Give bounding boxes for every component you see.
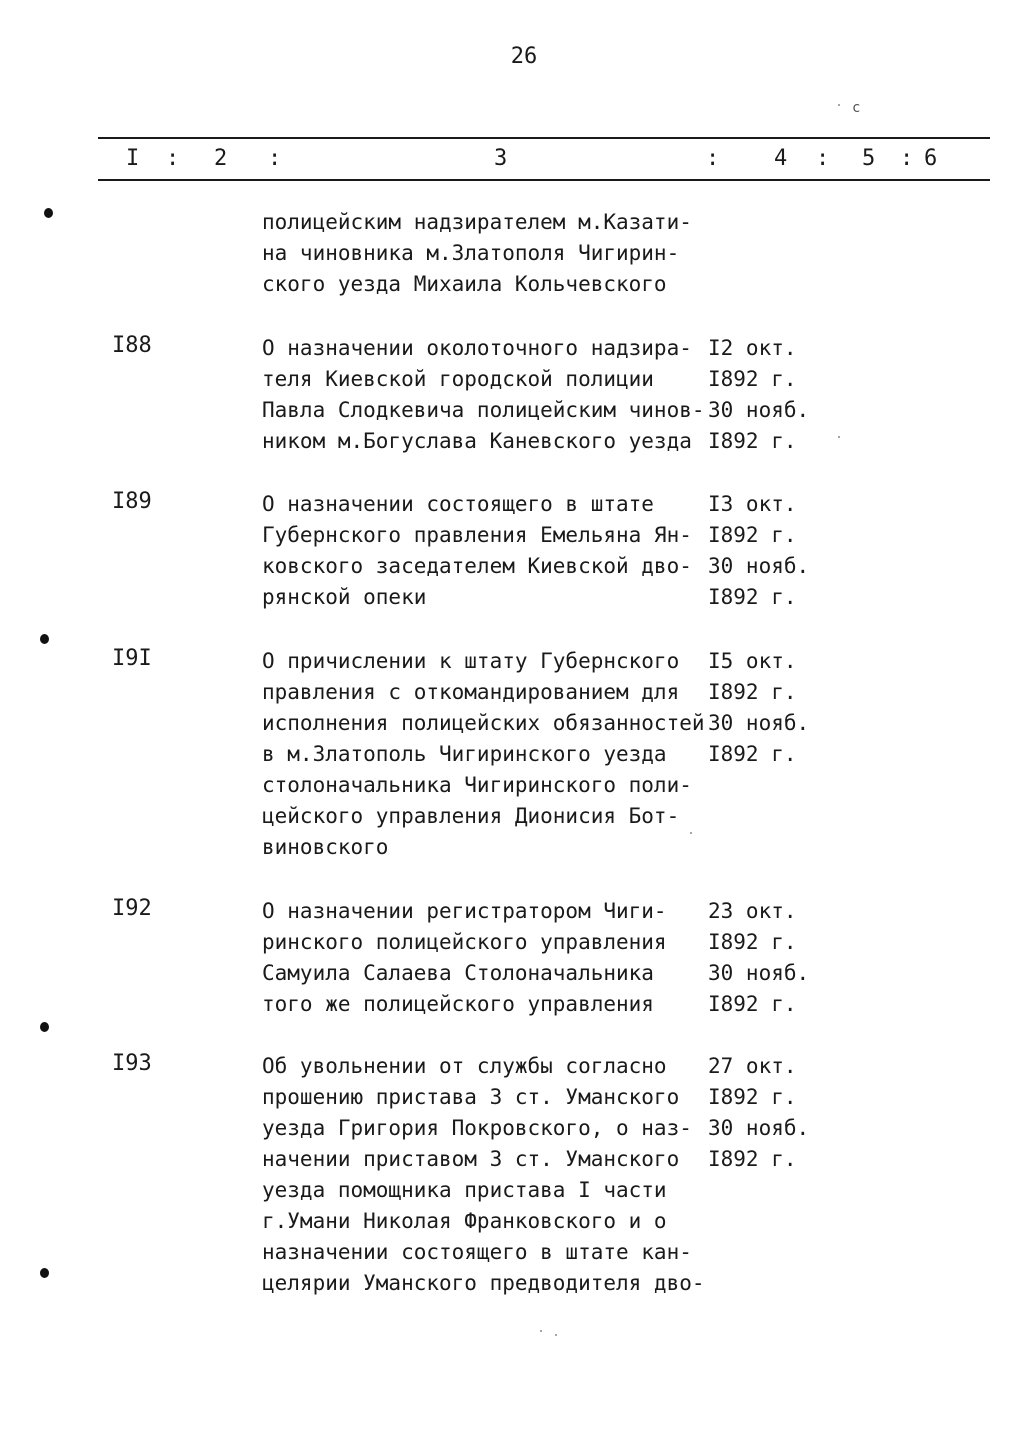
column-separator: : [706, 146, 720, 171]
column-separator: : [268, 146, 282, 171]
entry-date-line: I3 окт. [708, 492, 797, 516]
entry-description-line: О причислении к штату Губернского [262, 649, 680, 673]
entry-description-line: целярии Уманского предводителя дво- [262, 1271, 705, 1295]
entry-description-line: прошению пристава 3 ст. Уманского [262, 1085, 680, 1109]
entry-date-line: 30 нояб. [708, 1116, 810, 1140]
entry-date-line: I892 г. [708, 585, 797, 609]
header-bottom-rule [98, 179, 990, 181]
entry-description-line: теля Киевской городской полиции [262, 367, 654, 391]
entry-description-line: виновского [262, 835, 389, 859]
column-separator: : [816, 146, 830, 171]
column-header-2: 2 [214, 146, 228, 171]
column-header-4: 4 [774, 146, 788, 171]
column-header-3: 3 [494, 146, 508, 171]
entry-description-line: в м.Златополь Чигиринского уезда [262, 742, 667, 766]
entry-description-line: Самуила Салаева Столоначальника [262, 961, 654, 985]
entry-date-line: I892 г. [708, 930, 797, 954]
entry-description-line: Павла Слодкевича полицейским чинов- [262, 398, 705, 422]
entry-description-line: исполнения полицейских обязанностей [262, 711, 705, 735]
column-header-5: 5 [862, 146, 876, 171]
entry-description-line: ринского полицейского управления [262, 930, 667, 954]
entry-date-line: I5 окт. [708, 649, 797, 673]
scan-speck [838, 104, 840, 106]
entry-description-line: ником м.Богуслава Каневского уезда [262, 429, 692, 453]
entry-description-line: столоначальника Чигиринского поли- [262, 773, 692, 797]
entry-number: I92 [112, 896, 152, 921]
entry-date-line: I892 г. [708, 1147, 797, 1171]
entry-number: I93 [112, 1051, 152, 1076]
entry-number: I9I [112, 646, 152, 671]
entry-number: I88 [112, 333, 152, 358]
entry-date-line: 30 нояб. [708, 711, 810, 735]
entry-description-line: О назначении состоящего в штате [262, 492, 654, 516]
punch-hole-mark [40, 634, 49, 644]
page-number: 26 [510, 44, 538, 69]
entry-description-line: уезда помощника пристава I части [262, 1178, 667, 1202]
entry-description-line: Губернского правления Емельяна Ян- [262, 523, 692, 547]
entry-description-line: О назначении регистратором Чиги- [262, 899, 667, 923]
entry-description-line: начении приставом 3 ст. Уманского [262, 1147, 680, 1171]
entry-description-line: Об увольнении от службы согласно [262, 1054, 667, 1078]
entry-date-line: 23 окт. [708, 899, 797, 923]
entry-date-line: I892 г. [708, 1085, 797, 1109]
entry-description-line: того же полицейского управления [262, 992, 654, 1016]
entry-date-line: I892 г. [708, 992, 797, 1016]
entry-description-line: правления с откомандированием для [262, 680, 680, 704]
entry-date-line: I892 г. [708, 429, 797, 453]
entry-description-line: на чиновника м.Златополя Чигирин- [262, 241, 680, 265]
entry-description-line: г.Умани Николая Франковского и о [262, 1209, 667, 1233]
entry-description-line: уезда Григория Покровского, о наз- [262, 1116, 692, 1140]
entry-description-line: ского уезда Михаила Кольчевского [262, 272, 667, 296]
column-separator: : [900, 146, 914, 171]
entry-date-line: I892 г. [708, 680, 797, 704]
entry-date-line: 30 нояб. [708, 398, 810, 422]
punch-hole-mark [40, 1022, 49, 1032]
entry-description-line: рянской опеки [262, 585, 427, 609]
scan-speck [540, 1330, 542, 1332]
header-top-rule [98, 137, 990, 139]
entry-description-line: назначении состоящего в штате кан- [262, 1240, 692, 1264]
scan-speck [690, 832, 692, 834]
entry-date-line: 30 нояб. [708, 961, 810, 985]
entry-date-line: I892 г. [708, 367, 797, 391]
scan-mark: ϲ [852, 100, 861, 116]
scan-speck [838, 436, 840, 438]
entry-date-line: I892 г. [708, 523, 797, 547]
column-header-1: I [126, 146, 140, 171]
entry-number: I89 [112, 489, 152, 514]
entry-date-line: 27 окт. [708, 1054, 797, 1078]
punch-hole-mark [40, 1268, 49, 1278]
entry-description-line: полицейским надзирателем м.Казати- [262, 210, 692, 234]
entry-date-line: I892 г. [708, 742, 797, 766]
punch-hole-mark [44, 208, 53, 218]
entry-description-line: О назначении околоточного надзира- [262, 336, 692, 360]
column-separator: : [166, 146, 180, 171]
entry-date-line: I2 окт. [708, 336, 797, 360]
column-header-6: 6 [924, 146, 938, 171]
entry-description-line: ковского заседателем Киевской дво- [262, 554, 692, 578]
scan-speck [555, 1334, 557, 1336]
entry-date-line: 30 нояб. [708, 554, 810, 578]
entry-description-line: цейского управления Дионисия Бот- [262, 804, 680, 828]
